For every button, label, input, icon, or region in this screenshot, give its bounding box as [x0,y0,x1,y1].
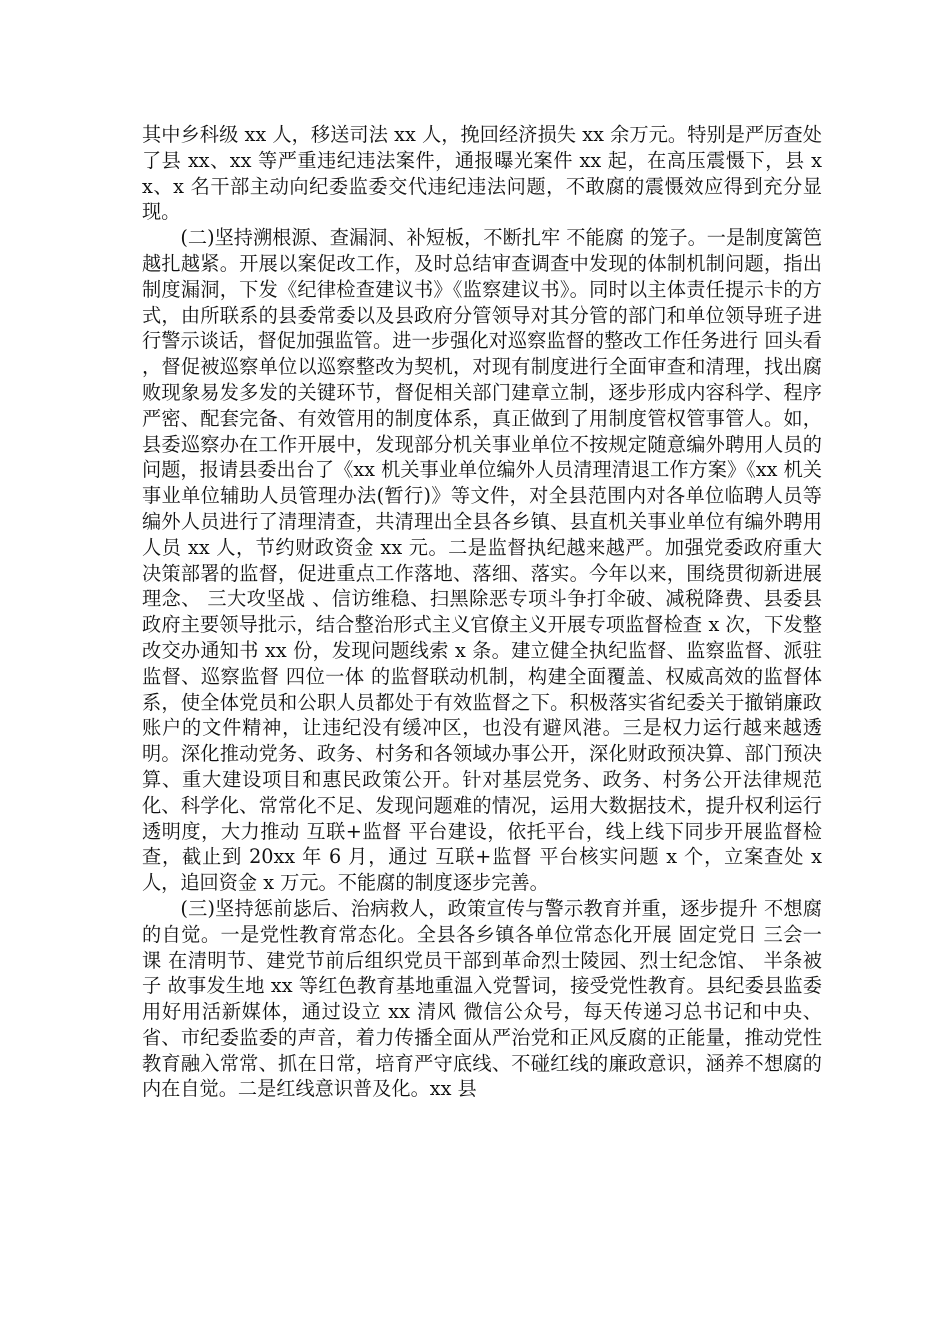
document-page [142,122,822,1102]
paragraph-p1: 其中乡科级 xx 人，移送司法 xx 人，挽回经济损失 xx 余万元。特别是严厉查处了县 xx、xx 等严重违纪违法案件，通报曝光案件 xx 起，在高压震慑下，县 xx、x 名干部主动向纪委监委交代违纪违法问题，不敢腐的震慑效应得到充分显现。 [142,123,822,224]
paragraph-p2: (二)坚持溯根源、查漏洞、补短板，不断扎牢 不能腐 的笼子。一是制度篱笆越扎越紧。开展以案促改工作，及时总结审查调查中发现的体制机制问题，指出制度漏洞，下发《纪律检查建议书》《监察建议书》。同时以主体责任提示卡的方式，由所联系的县委常委以及县政府分管领导对其分管的部门和单位领导班子进行警示谈话，督促加强监管。进一步强化对巡察监督的整改工作任务进行 回头看 ，督促被巡察单位以巡察整改为契机，对现有制度进行全面审查和清理，找出腐败现象易发多发的关键环节，督促相关部门建章立制，逐步形成内容科学、程序严密、配套完备、有效管用的制度体系，真正做到了用制度管权管事管人。如，县委巡察办在工作开展中，发现部分机关事业单位不按规定随意编外聘用人员的问题，报请县委出台了《xx 机关事业单位编外人员清理清退工作方案》《xx 机关事业单位辅助人员管理办法(暂行)》等文件，对全县范围内对各单位临聘人员等编外人员进行了清理清查，共清理出全县各乡镇、县直机关事业单位有编外聘用人员 xx 人，节约财政资金 xx 元。二是监督执纪越来越严。加强党委政府重大决策部署的监督，促进重点工作落地、落细、落实。今年以来，围绕贯彻新进展理念、 三大攻坚战 、信访维稳、扫黑除恶专项斗争打伞破、减税降费、县委县政府主要领导批示，结合整治形式主义官僚主义开展专项监督检查 x 次，下发整改交办通知书 xx 份，发现问题线索 x 条。建立健全执纪监督、监察监督、派驻监督、巡察监督 四位一体 的监督联动机制，构建全面覆盖、权威高效的监督体系，使全体党员和公职人员都处于有效监督之下。积极落实省纪委关于撤销廉政账户的文件精神，让违纪没有缓冲区，也没有避风港。三是权力运行越来越透明。深化推动党务、政务、村务和各领域办事公开，深化财政预决算、部门预决算、重大建设项目和惠民政策公开。针对基层党务、政务、村务公开法律规范化、科学化、常常化不足、发现问题难的情况，运用大数据技术，提升权利运行透明度，大力推动 互联+监督 平台建设，依托平台，线上线下同步开展监督检查，截止到 20xx 年 6 月，通过 互联+监督 平台核实问题 x 个，立案查处 x 人，追回资金 x 万元。不能腐的制度逐步完善。 [142,226,822,895]
paragraph-p3: (三)坚持惩前毖后、治病救人，政策宣传与警示教育并重，逐步提升 不想腐 的自觉。一是党性教育常态化。全县各乡镇各单位常态化开展 固定党日 三会一课 在清明节、建党节前后组织党员干部到革命烈士陵园、烈士纪念馆、 半条被子 故事发生地 xx 等红色教育基地重温入党誓词，接受党性教育。县纪委县监委用好用活新媒体，通过设立 xx 清风 微信公众号，每天传递习总书记和中央、省、市纪委监委的声音，着力传播全面从严治党和正风反腐的正能量，推动党性教育融入常常、抓在日常，培育严守底线、不碰红线的廉政意识，涵养不想腐的内在自觉。二是红线意识普及化。xx 县 [142,896,822,1101]
